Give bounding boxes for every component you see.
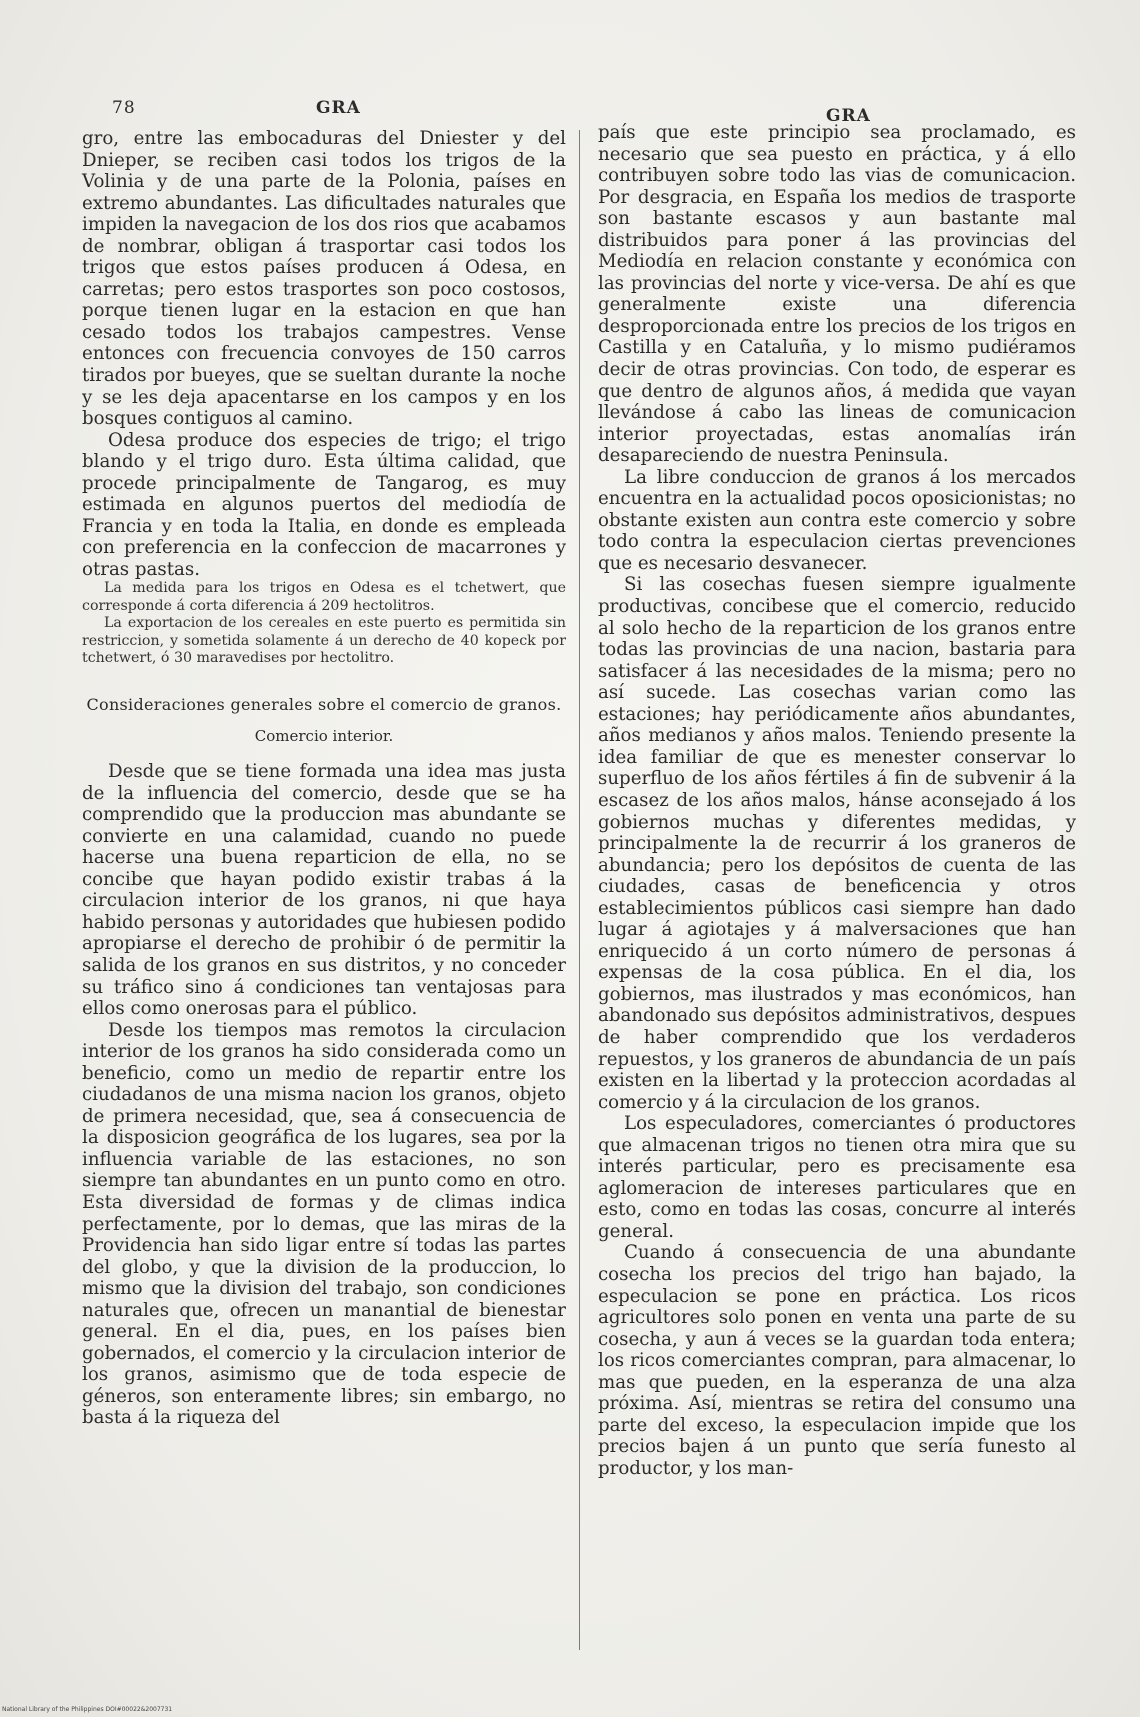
footnote: La exportacion de los cereales en este puerto es permitida sin restriccion, y sometida solamente á un derecho de 40 kopeck por tchetwert, ó 30 maravedises por hectolitro. bbox=[82, 615, 566, 667]
paragraph: gro, entre las embocaduras del Dniester y del Dnieper, se reciben casi todos los trigos de la Volinia y de una parte de la Polonia, países en extremo abundantes. Las dificultades naturales que impiden la navegacion de los dos rios que acabamos de nombrar, obligan á trasportar casi todos los trigos que estos países producen á Odesa, en carretas; pero estos trasportes son poco costosos, porque tienen lugar en la estacion en que han cesado todos los trabajos campestres. Vense entonces con frecuencia convoyes de 150 carros tirados por bueyes, que se sueltan durante la noche y se les deja apacentarse en los campos y en los bosques contiguos al camino. bbox=[82, 128, 566, 430]
column-divider bbox=[579, 130, 580, 1650]
paragraph: Los especuladores, comerciantes ó productores que almacenan trigos no tienen otra mira que su interés particular, pero es precisamente esa aglomeracion de intereses particulares que en esto, como en todas las cosas, concurre al interés general. bbox=[598, 1113, 1076, 1242]
paragraph: Si las cosechas fuesen siempre igualmente productivas, concibese que el comercio, reducido al solo hecho de la reparticion de los granos entre todas las provincias de una nacion, bastaria para satisfacer á las necesidades de la misma; pero no así sucede. Las cosechas varian como las estaciones; hay periódicamente años abundantes, años medianos y años malos. Teniendo presente la idea familiar de que es menester conservar lo superfluo de los años fértiles á fin de subvenir á la escasez de los años malos, hánse aconsejado á los gobiernos muchas y diferentes medidas, y principalmente la de recurrir á los graneros de abundancia; pero los depósitos de cuenta de las ciudades, casas de beneficencia y otros establecimientos públicos casi siempre han dado lugar á agiotajes y á malversaciones que han enriquecido á un corto número de personas á expensas de la cosa pública. En el dia, los gobiernos, mas ilustrados y mas económicos, han abandonado sus depósitos administrativos, despues de haber comprendido que los verdaderos repuestos, y los graneros de abundancia de un país existen en la libertad y la proteccion acordadas al comercio y á la circulacion de los granos. bbox=[598, 574, 1076, 1113]
paragraph: Desde que se tiene formada una idea mas justa de la influencia del comercio, desde que se ha comprendido que la produccion mas abundante se convierte en una calamidad, cuando no puede hacerse una buena reparticion de ella, no se concibe que hayan podido existir trabas á la circulacion interior de los granos, ni que haya habido personas y autoridades que hubiesen podido apropiarse el derecho de prohibir ó de permitir la salida de los granos en sus distritos, y no conceder su tráfico sino á condiciones tan ventajosas para ellos como onerosas para el público. bbox=[82, 761, 566, 1020]
page-number: 78 bbox=[112, 98, 136, 118]
left-column bbox=[82, 128, 566, 1429]
paragraph: país que este principio sea proclamado, es necesario que sea puesto en práctica, y á ello contribuyen sobre todo las vias de comunicacion. Por desgracia, en España los medios de trasporte son bastante escasos y aun bastante mal distribuidos para poner á las provincias del Mediodía en relacion constante y económica con las provincias del norte y vice-versa. De ahí es que generalmente existe una diferencia desproporcionada entre los precios de los trigos en Castilla y en Cataluña, y lo mismo pudiéramos decir de otras provincias. Con todo, de esperar es que dentro de algunos años, á medida que vayan llevándose á cabo las lineas de comunicacion interior proyectadas, estas anomalías irán desapareciendo de nuestra Peninsula. bbox=[598, 122, 1076, 467]
right-column bbox=[598, 122, 1076, 1479]
paragraph: Desde los tiempos mas remotos la circulacion interior de los granos ha sido considerada como un beneficio, como un medio de repartir entre los ciudadanos de una misma nacion los granos, objeto de primera necesidad, que, sea á consecuencia de la disposicion geográfica de los lugares, sea por la influencia variable de las estaciones, no son siempre tan abundantes en un punto como en otro. Esta diversidad de formas y de climas indica perfectamente, por lo demas, que las miras de la Providencia han sido ligar entre sí todas las partes del globo, y que la division de la produccion, lo mismo que la division del trabajo, son condiciones naturales que, ofrecen un manantial de bienestar general. En el dia, pues, en los países bien gobernados, el comercio y la circulacion interior de los granos, asimismo que de toda especie de géneros, son enteramente libres; sin embargo, no basta á la riqueza del bbox=[82, 1019, 566, 1429]
paragraph: La libre conduccion de granos á los mercados encuentra en la actualidad pocos oposicionistas; no obstante existen aun contra este comercio y sobre todo contra la especulacion ciertas prevenciones que es necesario desvanecer. bbox=[598, 466, 1076, 574]
footnote: La medida para los trigos en Odesa es el tchetwert, que corresponde á corta diferencia á 209 hectolitros. bbox=[82, 580, 566, 614]
scan-footer: National Library of the Philippines DOI#00022&2007731 bbox=[2, 1706, 173, 1713]
section-heading: Consideraciones generales sobre el comercio de granos. bbox=[86, 694, 562, 714]
left-running-head: GRA bbox=[316, 98, 361, 118]
subsection-heading: Comercio interior. bbox=[254, 726, 394, 745]
paragraph: Odesa produce dos especies de trigo; el trigo blando y el trigo duro. Esta última calidad, que procede principalmente de Tangarog, es muy estimada en algunos puertos del mediodía de Francia y en toda la Italia, en donde es empleada con preferencia en la confeccion de macarrones y otras pastas. bbox=[82, 429, 566, 580]
paragraph: Cuando á consecuencia de una abundante cosecha los precios del trigo han bajado, la especulacion se pone en práctica. Los ricos agricultores solo ponen en venta una parte de su cosecha, y aun á veces se la guardan toda entera; los ricos comerciantes compran, para almacenar, lo mas que pueden, en la esperanza de una alza próxima. Así, mientras se retira del consumo una parte del exceso, la especulacion impide que los precios bajen á un punto que sería funesto al productor, y los man- bbox=[598, 1242, 1076, 1479]
right-running-head: GRA bbox=[826, 106, 871, 126]
